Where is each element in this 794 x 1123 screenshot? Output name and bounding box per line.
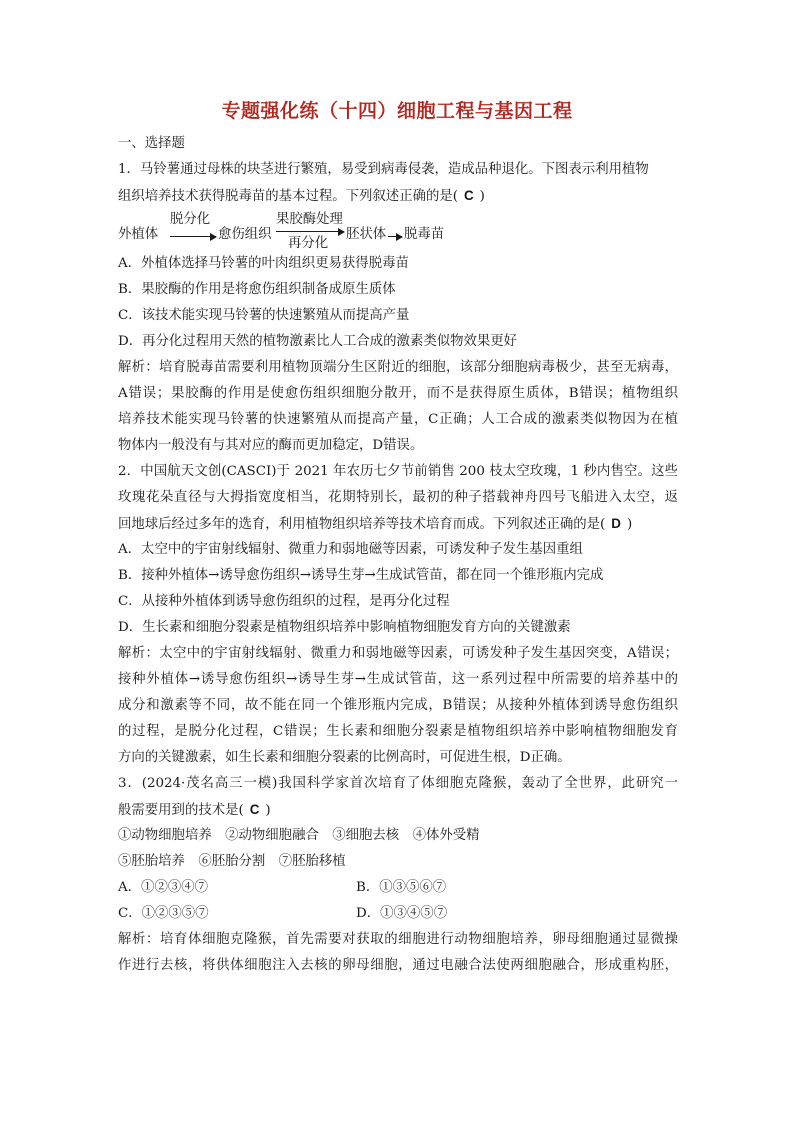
q3-technique-list-1: ①动物细胞培养 ②动物细胞融合 ③细胞去核 ④体外受精 [118,828,480,843]
q1-option-d: D．再分化过程用天然的植物激素比人工合成的激素类似物效果更好 [118,334,518,349]
q2-analysis-line: 方向的关键激素，如生长素和细胞分裂素的比例高时，可促进生根，D正确。 [118,750,571,765]
flow-node-embryoid: 胚状体 [346,227,387,242]
document-content [118,131,678,979]
flow-node-callus: 愈伤组织 [218,227,272,242]
q3-analysis-line: 解析：培育体细胞克隆猴，首先需要对获取的细胞进行动物细胞培养，卵母细胞通过显微操 [118,932,678,947]
q3-options-row-2 [118,901,678,927]
q2-analysis-line: 解析：太空中的宇宙射线辐射、微重力和弱地磁等因素，可诱发种子发生基因突变，A错误； [118,646,678,661]
q1-analysis-line: 物体内一般没有与其对应的酶而更加稳定，D错误。 [118,438,424,453]
flow-arrow-2-label-top: 果胶酶处理 [276,212,343,227]
q2-analysis-line: 接种外植体→诱导愈伤组织→诱导生芽→生成试管苗，这一系列过程中所需要的培养基中的 [118,672,678,687]
q2-analysis-line: 的过程，是脱分化过程，C错误；生长素和细胞分裂素是植物组织培养中影响植物细胞发育 [118,724,678,739]
q1-stem-line-2: 组织培养技术获得脱毒苗的基本过程。下列叙述正确的是( C ) [118,188,485,204]
q3-technique-list-2: ⑤胚胎培养 ⑥胚胎分割 ⑦胚胎移植 [118,854,346,869]
q1-process-flow [118,211,678,251]
q1-answer: C [464,188,474,203]
flow-arrow-3-icon [388,236,402,237]
flow-arrow-2-label-bottom: 再分化 [288,236,329,251]
question-2 [118,459,678,771]
question-3 [118,771,678,979]
q3-option-d: D．①③④⑤⑦ [356,906,448,921]
flow-node-explant: 外植体 [118,227,159,242]
q3-option-b: B．①③⑤⑥⑦ [356,880,447,895]
q3-stem-line-1: 3．(2024·茂名高三一模)我国科学家首次培育了体细胞克隆猴，轰动了全世界，此研究一 [118,776,678,791]
q3-option-c: C．①②③⑤⑦ [118,906,209,921]
q2-answer: D [611,516,621,531]
q1-option-a: A．外植体选择马铃薯的叶肉组织更易获得脱毒苗 [118,256,409,271]
q2-stem-line-1: 2．中国航天文创(CASCI)于 2021 年农历七夕节前销售 200 枝太空玫瑰，1 秒内售空。这些 [118,464,678,479]
flow-arrow-1-label: 脱分化 [170,212,211,227]
q1-analysis-line: 培养技术能实现马铃薯的快速繁殖从而提高产量，C正确；人工合成的激素类似物因为在植 [118,412,678,427]
flow-arrow-1-icon [170,236,216,237]
q3-stem-line-2: 般需要用到的技术是( C ) [118,802,271,818]
q2-stem-line-3: 回地球后经过多年的选育，利用植物组织培养等技术培育而成。下列叙述正确的是( D ) [118,516,633,532]
q2-stem-line-2: 玫瑰花朵直径与大拇指宽度相当，花期特别长，最初的种子搭载神舟四号飞船进入太空，返 [118,490,678,505]
q3-analysis-line: 作进行去核，将供体细胞注入去核的卵母细胞，通过电融合法使两细胞融合，形成重构胚， [118,958,678,973]
q2-analysis-line: 成分和激素等不同，故不能在同一个锥形瓶内完成，B错误；从接种外植体到诱导愈伤组织 [118,698,678,713]
q2-option-c: C．从接种外植体到诱导愈伤组织的过程，是再分化过程 [118,594,450,609]
section-heading: 一、选择题 [118,136,185,151]
q1-analysis-line: 解析：培育脱毒苗需要利用植物顶端分生区附近的细胞，该部分细胞病毒极少，甚至无病毒， [118,360,678,375]
q3-options-row-1 [118,875,678,901]
flow-node-virus-free-seedling: 脱毒苗 [404,227,445,242]
q1-analysis-line: A错误；果胶酶的作用是使愈伤组织细胞分散开，而不是获得原生质体，B错误；植物组织 [118,386,678,401]
q3-answer: C [249,802,260,817]
question-1 [118,157,678,459]
q1-option-b: B．果胶酶的作用是将愈伤组织制备成原生质体 [118,282,396,297]
q2-option-d: D．生长素和细胞分裂素是植物组织培养中影响植物细胞发育方向的关键激素 [118,620,571,635]
q1-option-c: C．该技术能实现马铃薯的快速繁殖从而提高产量 [118,308,410,323]
q2-option-b: B．接种外植体→诱导愈伤组织→诱导生芽→生成试管苗，都在同一个锥形瓶内完成 [118,568,604,583]
q2-option-a: A．太空中的宇宙射线辐射、微重力和弱地磁等因素，可诱发种子发生基因重组 [118,542,583,557]
q1-stem-line-1: 1．马铃薯通过母株的块茎进行繁殖，易受到病毒侵袭，造成品种退化。下图表示利用植物 [118,162,649,177]
q3-option-a: A．①②③④⑦ [118,880,209,895]
page-title: 专题强化练（十四）细胞工程与基因工程 [221,100,573,122]
